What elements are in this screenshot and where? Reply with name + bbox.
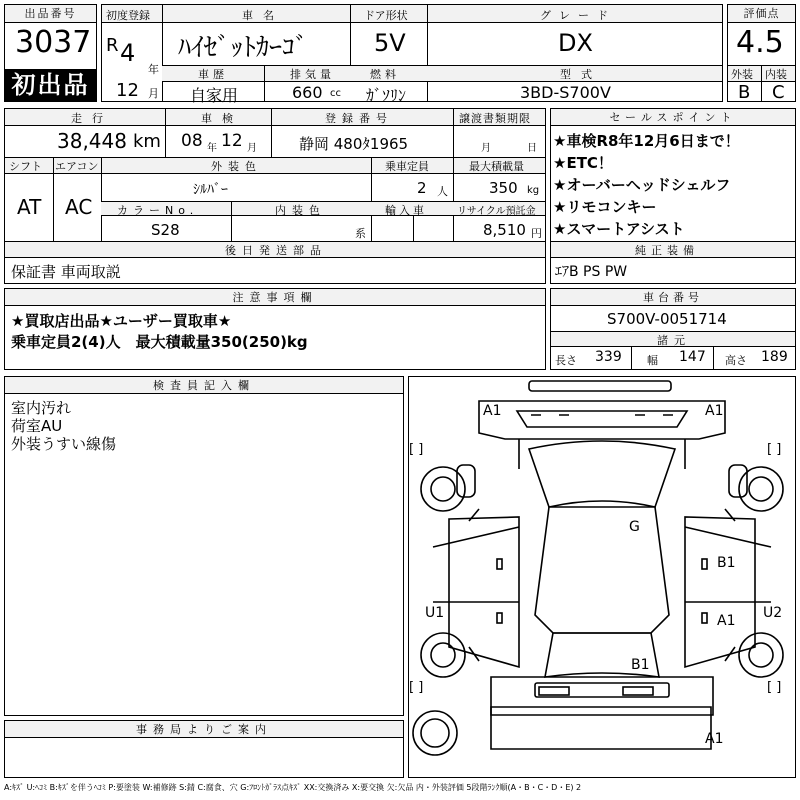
side-view bbox=[491, 707, 711, 749]
recycle-amount: 8,510 bbox=[483, 221, 526, 239]
chassis-box bbox=[550, 288, 796, 370]
capacity: 2 bbox=[417, 179, 427, 197]
max-load-unit: kg bbox=[527, 185, 540, 196]
rear-left-wheel bbox=[421, 633, 465, 677]
shift: AT bbox=[17, 195, 42, 219]
inspector-line: 外装うすい線傷 bbox=[11, 435, 117, 453]
max-load-label: 最大積載量 bbox=[469, 160, 524, 173]
mark-u2-right: U2 bbox=[763, 605, 783, 621]
right-mirror bbox=[729, 465, 747, 497]
left-side bbox=[449, 517, 519, 667]
later-parts: 保証書 車両取説 bbox=[11, 263, 121, 281]
chassis-label: 車台番号 bbox=[551, 289, 795, 306]
sales-point-item: ★スマートアシスト bbox=[553, 220, 685, 238]
reg-no-label: 登録番号 bbox=[325, 112, 393, 125]
front-left-wheel bbox=[421, 467, 465, 511]
length: 339 bbox=[595, 349, 622, 365]
displacement-unit: cc bbox=[330, 88, 341, 99]
mark-a1-front-right: A1 bbox=[705, 403, 724, 419]
capacity-unit: 人 bbox=[437, 185, 448, 198]
mark-a1-front-left: A1 bbox=[483, 403, 502, 419]
model-label: 型式 bbox=[560, 68, 602, 81]
max-load: 350 bbox=[489, 179, 518, 197]
sales-point-item: ★リモコンキー bbox=[553, 198, 657, 216]
later-parts-label: 後日発送部品 bbox=[225, 244, 327, 257]
car-name: ﾊｲｾﾞｯﾄｶｰｺﾞ bbox=[178, 33, 309, 63]
color-no: S28 bbox=[151, 221, 180, 239]
color-no-label: カラーNo. bbox=[117, 204, 199, 217]
details-box bbox=[4, 108, 546, 284]
sales-points-box bbox=[550, 108, 796, 284]
note-line: 乗車定員2(4)人 最大積載量350(250)kg bbox=[11, 333, 308, 351]
year-unit: 年 bbox=[148, 63, 159, 76]
inspector-box bbox=[4, 376, 404, 716]
first-reg-label: 初度登録 bbox=[106, 9, 150, 22]
mark-b1-roof: B1 bbox=[631, 657, 650, 673]
first-reg-year: 4 bbox=[120, 39, 136, 67]
ext-color: ｼﾙﾊﾞｰ bbox=[193, 182, 228, 198]
right-side bbox=[685, 517, 755, 667]
transfer-day-unit: 日 bbox=[527, 143, 537, 154]
history-label: 車歴 bbox=[198, 68, 228, 81]
notes-label: 注意事項欄 bbox=[5, 289, 545, 306]
first-reg-month: 12 bbox=[116, 80, 139, 101]
ext-color-label: 外装色 bbox=[211, 160, 262, 173]
front-body bbox=[479, 401, 725, 439]
front-bumper bbox=[529, 381, 671, 391]
shift-label: シフト bbox=[9, 160, 42, 173]
spare-wheel bbox=[413, 711, 457, 755]
score: 4.5 bbox=[736, 25, 784, 60]
exterior-grade: B bbox=[738, 82, 751, 103]
recycle-unit: 円 bbox=[531, 227, 542, 240]
legend: A:ｷｽﾞ U:ﾍｺﾐ B:ｷｽﾞを伴うﾍｺﾐ P:要塗装 W:補修跡 S:錆 C:腐食、穴 G:ﾌﾛﾝﾄｶﾞﾗｽ点ｷｽﾞ XX:交換済み X:要交換 欠:欠品 内・外装評価 5段階ﾗﾝｸ順(A・B・C・D・E) 2 bbox=[4, 783, 582, 792]
mark-b1-right-door: B1 bbox=[717, 555, 736, 571]
hood bbox=[519, 439, 685, 469]
car-diagram-box bbox=[408, 376, 796, 778]
length-label: 長さ bbox=[555, 354, 577, 367]
inspector-label: 検査員記入欄 bbox=[5, 377, 403, 394]
main-info-box bbox=[101, 4, 723, 105]
int-color-label: 内装色 bbox=[275, 204, 326, 217]
mark-a1-right-rear-door: A1 bbox=[717, 613, 736, 629]
office-label: 事務局よりご案内 bbox=[5, 721, 403, 738]
sales-point-item: ★オーバーヘッドシェルフ bbox=[553, 176, 731, 194]
displacement: 660 bbox=[292, 83, 323, 102]
transfer-label: 譲渡書類期限 bbox=[459, 112, 531, 125]
inspection-month: 12 bbox=[221, 131, 243, 151]
chassis-number: S700V-0051714 bbox=[607, 310, 727, 328]
sales-points-label: セールスポイント bbox=[551, 109, 795, 126]
mileage: 38,448 bbox=[57, 129, 127, 153]
mark-a1-rear: A1 bbox=[705, 731, 724, 747]
inspection-year-unit: 年 bbox=[207, 143, 217, 154]
transfer-month-unit: 月 bbox=[481, 143, 491, 154]
width: 147 bbox=[679, 349, 706, 365]
car-diagram bbox=[409, 377, 795, 777]
interior-grade: C bbox=[772, 82, 785, 103]
inspection-label: 車検 bbox=[201, 112, 243, 125]
equipment-label: 純正装備 bbox=[635, 244, 699, 257]
bracket-right-top: [ ] bbox=[767, 442, 782, 457]
inspection-month-unit: 月 bbox=[247, 143, 257, 154]
mark-u1-left: U1 bbox=[425, 605, 445, 621]
left-mirror bbox=[457, 465, 475, 497]
inspection-year: 08 bbox=[181, 131, 203, 151]
office-box bbox=[4, 720, 404, 778]
mark-g-windshield: G bbox=[629, 519, 640, 535]
fuel: ｶﾞｿﾘﾝ bbox=[366, 86, 407, 105]
front-right-wheel bbox=[739, 467, 783, 511]
sales-point-item: ★ETC！ bbox=[553, 154, 613, 172]
note-line: ★買取店出品★ユーザー買取車★ bbox=[11, 312, 232, 330]
bracket-right-bottom: [ ] bbox=[767, 680, 782, 695]
car-name-label: 車名 bbox=[242, 9, 284, 22]
mileage-unit: km bbox=[133, 131, 161, 152]
score-label: 評価点 bbox=[728, 5, 795, 23]
reg-number: 静岡 480ﾀ1965 bbox=[299, 135, 409, 153]
exterior-label: 外装 bbox=[731, 68, 753, 81]
notes-box bbox=[4, 288, 546, 370]
roof bbox=[535, 507, 669, 633]
grade-label: グレード bbox=[540, 9, 616, 22]
width-label: 幅 bbox=[647, 354, 658, 367]
capacity-label: 乗車定員 bbox=[385, 160, 429, 173]
ac-label: エアコン bbox=[55, 160, 99, 173]
ac: AC bbox=[65, 195, 93, 219]
door-label: ドア形状 bbox=[364, 9, 408, 22]
import-label: 輸入車 bbox=[385, 204, 427, 217]
inspector-line: 室内汚れ bbox=[11, 399, 72, 417]
score-box bbox=[727, 4, 796, 102]
int-color-unit: 系 bbox=[355, 227, 366, 240]
door-type: 5V bbox=[374, 29, 406, 57]
lot-number-label: 出品番号 bbox=[5, 5, 96, 23]
height-label: 高さ bbox=[725, 354, 747, 367]
bracket-left-top: [ ] bbox=[409, 442, 424, 457]
month-unit: 月 bbox=[148, 87, 159, 100]
history: 自家用 bbox=[190, 86, 239, 105]
height: 189 bbox=[761, 349, 788, 365]
displacement-label: 排気量 bbox=[290, 68, 335, 81]
sales-point-item: ★車検R8年12月6日まで！ bbox=[553, 132, 740, 150]
era-letter: R bbox=[106, 35, 119, 56]
fuel-label: 燃料 bbox=[370, 68, 400, 81]
bracket-left-bottom: [ ] bbox=[409, 680, 424, 695]
lot-number-box bbox=[4, 4, 97, 102]
interior-label: 内装 bbox=[765, 68, 787, 81]
inspector-line: 荷室AU bbox=[11, 417, 63, 435]
rear-right-wheel bbox=[739, 633, 783, 677]
mileage-label: 走行 bbox=[71, 112, 113, 125]
first-listing-badge: 初出品 bbox=[5, 69, 96, 101]
lot-number: 3037 bbox=[15, 25, 92, 60]
grade: DX bbox=[558, 29, 593, 57]
equipment: ｴｱB PS PW bbox=[555, 264, 628, 280]
dims-label: 諸元 bbox=[657, 334, 691, 347]
model: 3BD-S700V bbox=[520, 83, 611, 102]
windshield bbox=[529, 441, 675, 507]
recycle-label: リサイクル預託金 bbox=[457, 206, 536, 217]
